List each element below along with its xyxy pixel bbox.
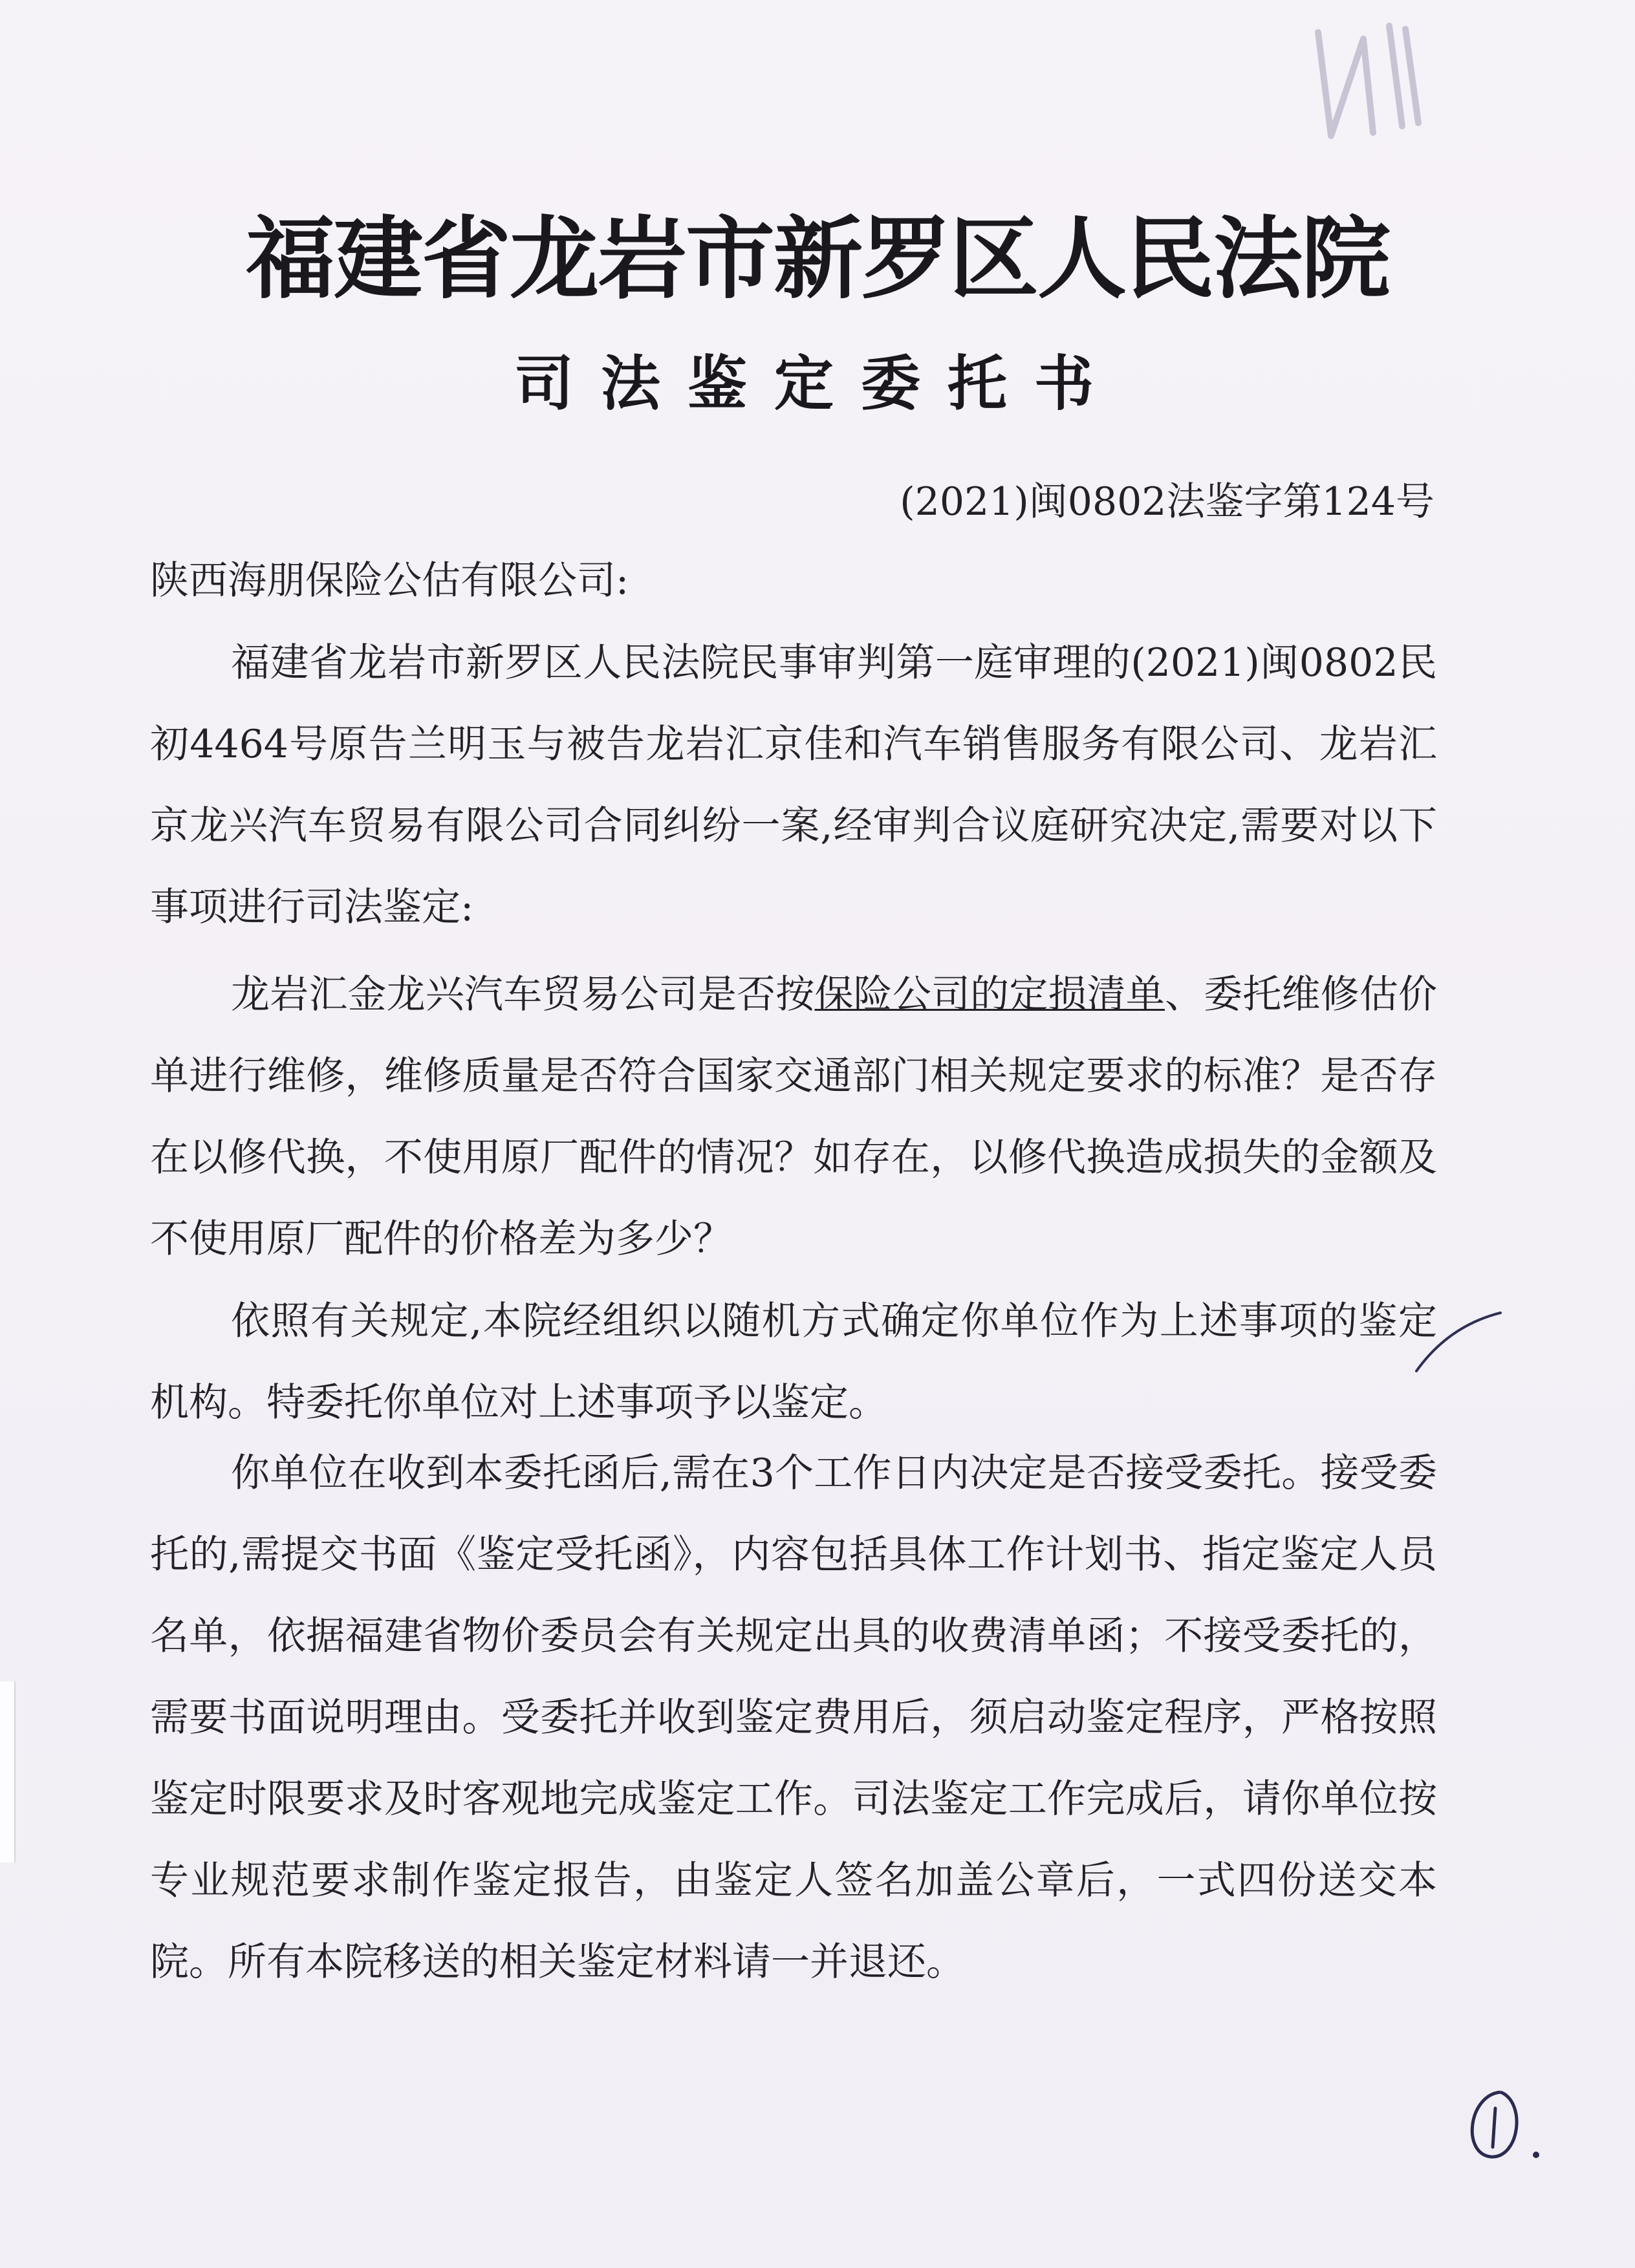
paper-edge — [0, 1681, 16, 1863]
document-number: (2021)闽0802法鉴字第124号 — [900, 479, 1435, 524]
addressee: 陕西海朋保险公估有限公司: — [150, 558, 629, 603]
handwritten-page-number — [1455, 2082, 1552, 2166]
handwritten-stroke — [1410, 1300, 1507, 1384]
document-title: 司法鉴定委托书 — [514, 349, 1121, 418]
appraisal-items-text-start: 龙岩汇金龙兴汽车贸易公司是否按 — [231, 972, 815, 1017]
paragraph-case-background: 福建省龙岩市新罗区人民法院民事审判第一庭审理的(2021)闽0802民初4464号原告兰明玉与被告龙岩汇京佳和汽车销售服务有限公司、龙岩汇京龙兴汽车贸易有限公司合同纠纷一案,经审判合议庭研究决定,需要对以下事项进行司法鉴定: — [150, 640, 1437, 930]
court-name: 福建省龙岩市新罗区人民法院 — [245, 207, 1389, 311]
paragraph-entrustment: 依照有关规定,本院经组织以随机方式确定你单位作为上述事项的鉴定机构。特委托你单位对上述事项予以鉴定。 — [150, 1299, 1437, 1425]
handwritten-mark-top — [1292, 13, 1435, 149]
underlined-phrase: 保险公司的定损清单 — [814, 972, 1165, 1017]
appraisal-items-text-rest: 、委托维修估价单进行维修，维修质量是否符合国家交通部门相关规定要求的标准？是否存在以修代换，不使用原厂配件的情况？如存在，以修代换造成损失的金额及不使用原厂配件的价格差为多少？ — [150, 972, 1437, 1262]
paragraph-appraisal-items — [150, 954, 1437, 1280]
paragraph-requirements: 你单位在收到本委托函后,需在3个工作日内决定是否接受委托。接受委托的,需提交书面《鉴定受托函》，内容包括具体工作计划书、指定鉴定人员名单，依据福建省物价委员会有关规定出具的收费清单函；不接受委托的，需要书面说明理由。受委托并收到鉴定费用后，须启动鉴定程序，严格按照鉴定时限要求及时客观地完成鉴定工作。司法鉴定工作完成后，请你单位按专业规范要求制作鉴定报告，由鉴定人签名加盖公章后，一式四份送交本院。所有本院移送的相关鉴定材料请一并退还。 — [150, 1451, 1437, 1985]
